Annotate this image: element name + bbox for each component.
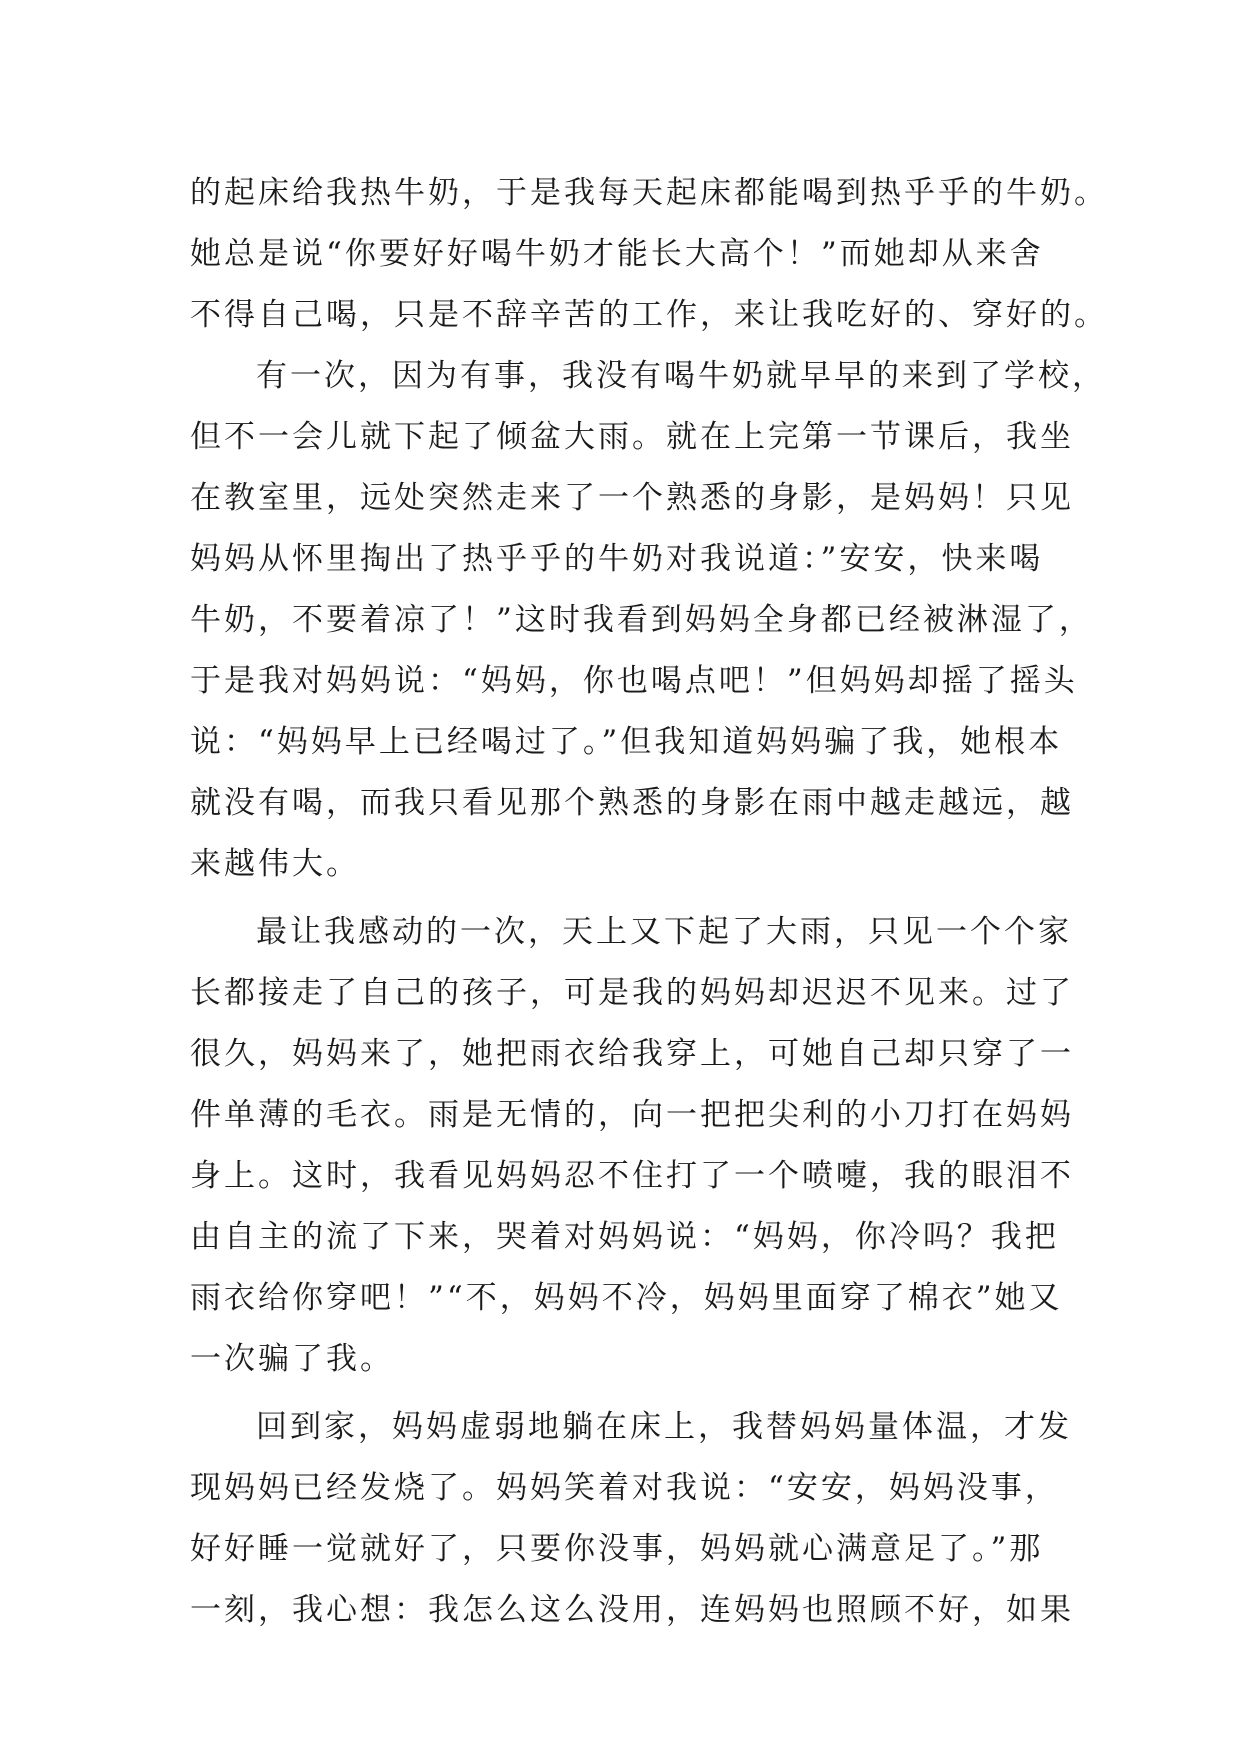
text-line: 身上。这时，我看见妈妈忍不住打了一个喷嚏，我的眼泪不: [190, 1158, 1074, 1194]
text-line: 长都接走了自己的孩子，可是我的妈妈却迟迟不见来。过了: [190, 975, 1074, 1011]
paragraph-start-line: 最让我感动的一次，天上又下起了大雨，只见一个个家: [256, 914, 1072, 950]
text-line: 在教室里，远处突然走来了一个熟悉的身影，是妈妈！只见: [190, 480, 1074, 516]
text-line: 的起床给我热牛奶，于是我每天起床都能喝到热乎乎的牛奶。: [190, 175, 1108, 211]
paragraph-start-line: 回到家，妈妈虚弱地躺在床上，我替妈妈量体温，才发: [256, 1409, 1072, 1445]
text-line: 于是我对妈妈说：“妈妈，你也喝点吧！”但妈妈却摇了摇头: [190, 663, 1078, 699]
text-line: 好好睡一觉就好了，只要你没事，妈妈就心满意足了。”那: [190, 1531, 1044, 1567]
text-line: 件单薄的毛衣。雨是无情的，向一把把尖利的小刀打在妈妈: [190, 1097, 1074, 1133]
text-line: 由自主的流了下来，哭着对妈妈说：“妈妈，你冷吗？我把: [190, 1219, 1059, 1255]
text-line: 她总是说“你要好好喝牛奶才能长大高个！”而她却从来舍: [190, 236, 1044, 272]
text-line: 但不一会儿就下起了倾盆大雨。就在上完第一节课后，我坐: [190, 419, 1074, 455]
paragraph-start-line: 有一次，因为有事，我没有喝牛奶就早早的来到了学校，: [256, 358, 1106, 394]
text-line: 不得自己喝，只是不辞辛苦的工作，来让我吃好的、穿好的。: [190, 297, 1108, 333]
document-body: [190, 163, 1108, 1641]
text-line: 来越伟大。: [190, 846, 360, 882]
text-line: 很久，妈妈来了，她把雨衣给我穿上，可她自己却只穿了一: [190, 1036, 1074, 1072]
text-line: 雨衣给你穿吧！”“不，妈妈不冷，妈妈里面穿了棉衣”她又: [190, 1280, 1063, 1316]
text-line: 现妈妈已经发烧了。妈妈笑着对我说：“安安，妈妈没事，: [190, 1470, 1059, 1506]
text-line: 说：“妈妈早上已经喝过了。”但我知道妈妈骗了我，她根本: [190, 724, 1063, 760]
text-line: 就没有喝，而我只看见那个熟悉的身影在雨中越走越远，越: [190, 785, 1074, 821]
text-line: 妈妈从怀里掏出了热乎乎的牛奶对我说道：”安安，快来喝: [190, 541, 1044, 577]
text-line: 一次骗了我。: [190, 1341, 394, 1377]
text-line: 牛奶，不要着凉了！”这时我看到妈妈全身都已经被淋湿了，: [190, 602, 1093, 638]
text-line: 一刻，我心想：我怎么这么没用，连妈妈也照顾不好，如果: [190, 1592, 1074, 1628]
